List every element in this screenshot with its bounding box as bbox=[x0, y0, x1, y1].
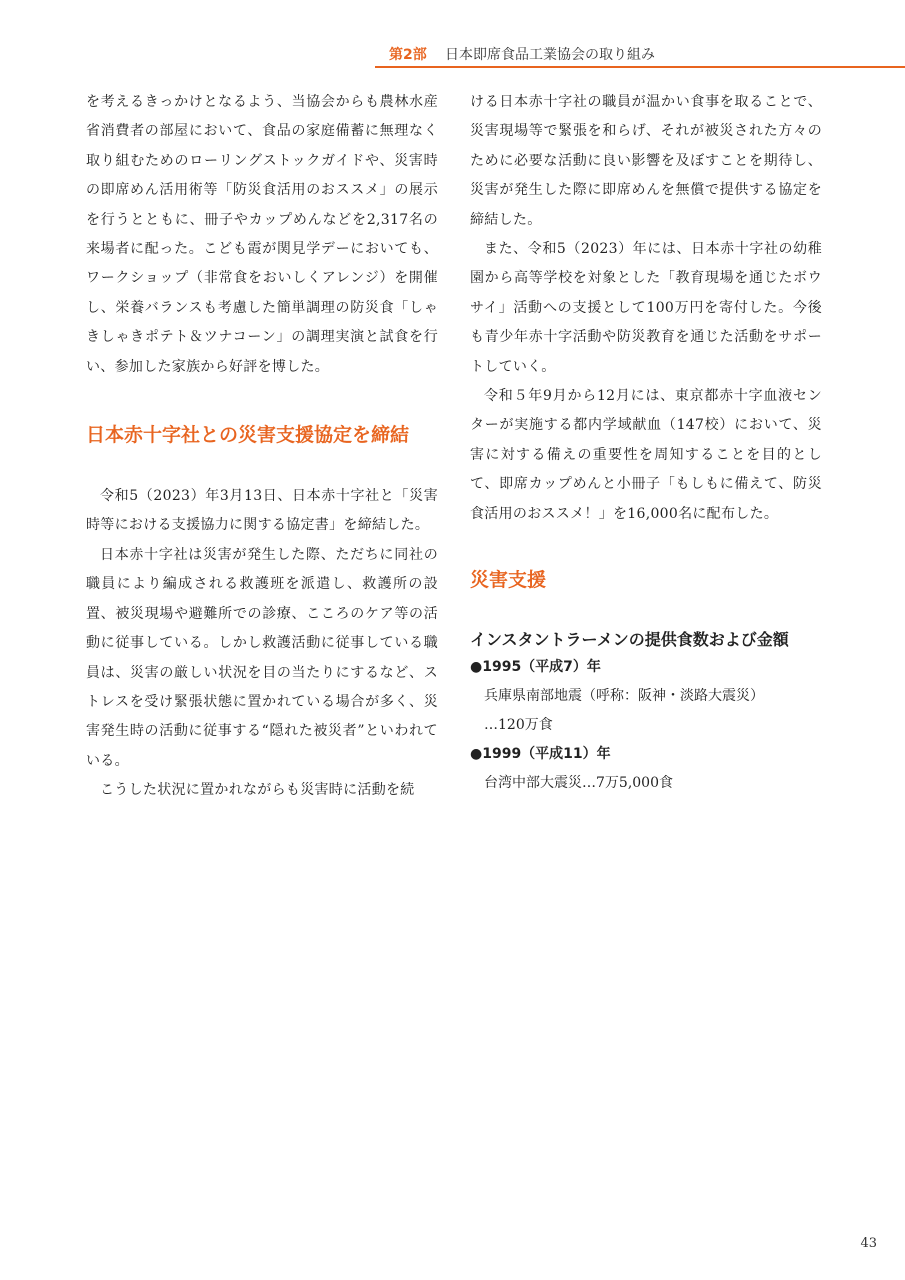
paragraph: 日本赤十字社は災害が発生した際、ただちに同社の職員により編成される救護班を派遣し、救護所の設置、被災現場や避難所での診療、こころのケア等の活動に従事している。しかし救護活動に従事している職員は、災害の厳しい状況を目の当たりにするなど、ストレスを受け緊張状態に置かれている場合が多く、災害発生時の活動に従事する“隠れた被災者”といわれている。 bbox=[86, 546, 438, 769]
part-label: 第2部 bbox=[389, 47, 427, 63]
left-column bbox=[86, 88, 438, 806]
year-label: ●1995（平成7）年 bbox=[470, 659, 601, 676]
entry-text: 台湾中部大震災…7万5,000食 bbox=[484, 775, 673, 792]
year-label: ●1999（平成11）年 bbox=[470, 746, 611, 763]
section-heading: 日本赤十字社との災害支援協定を締結 bbox=[86, 424, 410, 447]
section-heading: 災害支援 bbox=[470, 569, 547, 592]
subheading: インスタントラーメンの提供食数および金額 bbox=[470, 630, 789, 650]
paragraph: を考えるきっかけとなるよう、当協会からも農林水産省消費者の部屋において、食品の家庭備蓄に無理なく取り組むためのローリングストックガイドや、災害時の即席めん活用術等「防災食活用のおススメ」の展示を行うとともに、冊子やカップめんなどを2,317名の来場者に配った。こども霞が関見学デーにおいても、ワークショップ（非常食をおいしくアレンジ）を開催し、栄養バランスも考慮した簡単調理の防災食「しゃきしゃきポテト＆ツナコーン」の調理実演と試食を行い、参加した家族から好評を博した。 bbox=[86, 94, 438, 375]
paragraph: ける日本赤十字社の職員が温かい食事を取ることで、災害現場等で緊張を和らげ、それが被災された方々のために必要な活動に良い影響を及ぼすことを期待し、災害が発生した際に即席めんを無償で提供する協定を締結した。 bbox=[470, 94, 822, 228]
entry-text: 兵庫県南部地震（呼称：阪神・淡路大震災） bbox=[484, 688, 764, 705]
paragraph: 令和5（2023）年3月13日、日本赤十字社と「災害時等における支援協力に関する協定書」を締結した。 bbox=[86, 488, 438, 534]
section-title: 日本即席食品工業協会の取り組み bbox=[445, 47, 655, 63]
paragraph: 令和５年9月から12月には、東京都赤十字血液センターが実施する都内学域献血（147校）において、災害に対する備えの重要性を周知することを目的として、即席カップめんと小冊子「もしもに備えて、防災食活用のおススメ！」を16,000名に配布した。 bbox=[470, 388, 822, 522]
paragraph: また、令和5（2023）年には、日本赤十字社の幼稚園から高等学校を対象とした「教育現場を通じたボウサイ」活動への支援として100万円を寄付した。今後も青少年赤十字活動や防災教育を通じた活動をサポートしていく。 bbox=[470, 241, 822, 375]
list-item bbox=[470, 653, 822, 740]
paragraph: こうした状況に置かれながらも災害時に活動を続 bbox=[100, 782, 415, 799]
right-column bbox=[470, 88, 822, 798]
page-number: 43 bbox=[860, 1236, 877, 1251]
entry-text: …120万食 bbox=[484, 717, 553, 734]
list-item bbox=[470, 740, 822, 798]
page-header bbox=[375, 44, 905, 68]
